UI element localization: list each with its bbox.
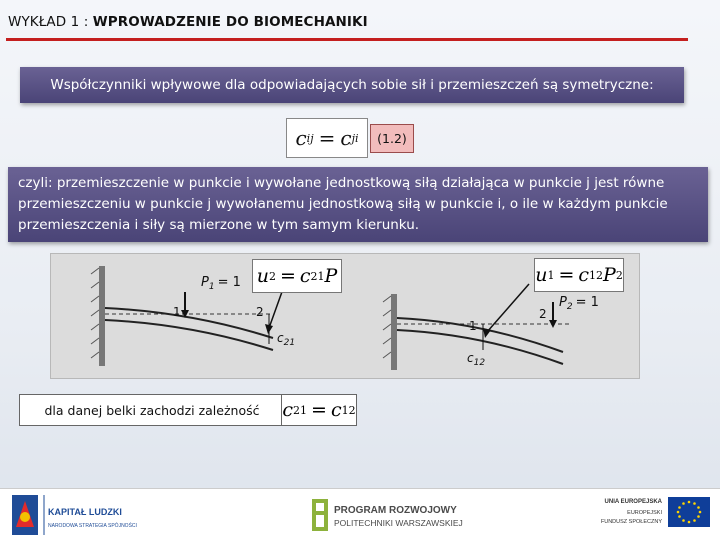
right-wall-hatch <box>383 296 391 358</box>
formula-c: c <box>340 126 352 150</box>
formula-c: c <box>578 264 590 286</box>
footer-svg <box>0 489 720 541</box>
ue-line3: FUNDUSZ SPOŁECZNY <box>600 519 662 525</box>
right-point-1: 1 <box>469 319 477 333</box>
left-point-2: 2 <box>256 305 264 319</box>
formula-c: c <box>295 126 307 150</box>
program-rozwojowy-line1: PROGRAM ROZWOJOWY <box>334 505 457 516</box>
right-force-label: $P_2 = 1$ <box>559 295 599 312</box>
ue-line2: EUROPEJSKI <box>627 510 662 516</box>
right-c12-label: $c_{12}$ <box>467 351 486 368</box>
formula-sub: 21 <box>310 269 325 283</box>
left-pointer-arrow <box>269 289 283 328</box>
right-force-arrowhead <box>549 320 557 328</box>
program-rozwojowy-line2: POLITECHNIKI WARSZAWSKIEJ <box>334 518 463 528</box>
program-rozwojowy-logo <box>312 499 463 531</box>
conclusion-text-box <box>19 394 285 426</box>
right-point-2: 2 <box>539 307 547 321</box>
right-beam-figure <box>383 284 599 370</box>
formula-sub: 2 <box>615 268 623 282</box>
formula-sub: 21 <box>293 403 308 417</box>
ue-line1: UNIA EUROPEJSKA <box>604 499 662 505</box>
left-wall <box>99 266 105 366</box>
title-underline <box>6 38 688 41</box>
reciprocity-formula <box>281 394 357 426</box>
statement-band <box>20 67 684 103</box>
formula-sub: 2 <box>268 269 276 283</box>
kapital-ludzki-line1: KAPITAŁ LUDZKI <box>48 507 122 517</box>
formula-p: P <box>324 265 338 287</box>
explanation-band <box>8 167 708 242</box>
formula-c: c <box>282 399 294 421</box>
left-force-label: $P_1 = 1$ <box>201 275 241 292</box>
unia-europejska-logo <box>601 497 710 527</box>
conclusion-text: dla danej belki zachodzi zależność <box>44 402 260 418</box>
right-pointer-arrow <box>487 284 529 332</box>
equals-sign: = <box>318 126 336 150</box>
formula-sub: 12 <box>589 268 604 282</box>
symmetry-formula <box>286 118 368 158</box>
formula-c: c <box>330 399 342 421</box>
equals-sign: = <box>279 265 296 287</box>
formula-sub: 12 <box>341 403 356 417</box>
right-deflected-beam-top <box>397 318 563 352</box>
footer-logos-bar <box>0 488 720 541</box>
left-deflected-beam-bottom <box>105 320 273 350</box>
kapital-ludzki-line2: NARODOWA STRATEGIA SPÓJNOŚCI <box>48 523 137 529</box>
formula-u: u <box>256 265 269 287</box>
equals-sign: = <box>558 264 575 286</box>
statement-text: Współczynniki wpływowe dla odpowiadających sobie sił i przemieszczeń są symetryczne: <box>50 77 654 93</box>
formula-sub: ji <box>351 131 359 145</box>
slide-title <box>8 14 368 30</box>
formula-u: u <box>535 264 548 286</box>
right-displacement-formula <box>534 258 624 292</box>
title-prefix: WYKŁAD 1 : <box>8 14 93 30</box>
kapital-ludzki-logo <box>12 495 137 535</box>
equals-sign: = <box>311 399 327 421</box>
explanation-text: czyli: przemieszczenie w punkcie i wywołane jednostkową siłą działająca w punkcie j jest równe przemieszczeniu w punkcie j wywołanemu jednostkową siłą w punkcie i, o ile w każdym punkcie przemieszczenia i siły są mierzone w tym samym kierunku. <box>18 175 668 233</box>
left-point-1: 1 <box>173 305 181 319</box>
left-deflected-beam-top <box>105 308 273 338</box>
left-c21-label: $c_{21}$ <box>277 331 296 348</box>
left-displacement-formula <box>252 259 342 293</box>
left-wall-hatch <box>91 268 99 358</box>
formula-sub: 1 <box>547 268 555 282</box>
equation-number: (1.2) <box>370 124 414 153</box>
right-wall <box>391 294 397 370</box>
formula-p: P <box>603 264 616 286</box>
formula-sub: ij <box>306 131 314 145</box>
formula-c: c <box>299 265 311 287</box>
title-main: WPROWADZENIE DO BIOMECHANIKI <box>92 14 368 30</box>
